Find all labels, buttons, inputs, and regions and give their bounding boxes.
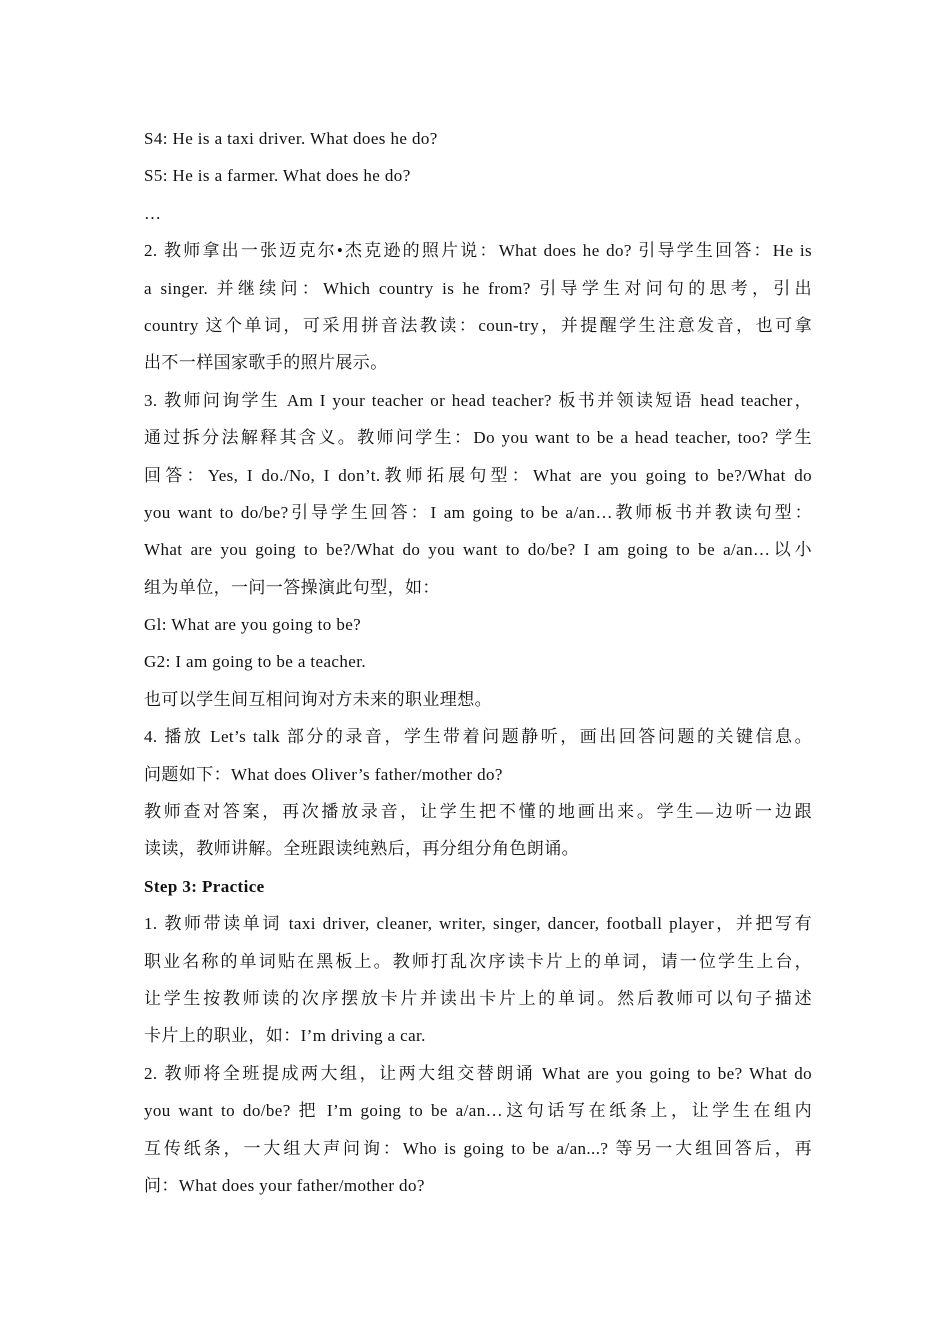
text-line: 3. 教师问询学生 Am I your teacher or head teacher? 板书并领读短语 head teacher， — [144, 390, 812, 410]
text-line: 1. 教师带读单词 taxi driver, cleaner, writer, singer, dancer, football player，并把写有 — [144, 914, 812, 934]
text-line: 也可以学生间互相问询对方未来的职业理想。 — [144, 689, 492, 709]
document-body — [144, 120, 812, 1204]
text-line: country 这个单词，可采用拼音法教读：coun-try，并提醒学生注意发音，也可拿 — [144, 315, 812, 335]
text-line: 2. 教师拿出一张迈克尔•杰克逊的照片说：What does he do? 引导学生回答：He is — [144, 241, 812, 261]
text-line: 让学生按教师读的次序摆放卡片并读出卡片上的单词。然后教师可以句子描述 — [144, 988, 812, 1008]
text-line: 问题如下：What does Oliver’s father/mother do? — [144, 764, 503, 784]
section-heading: Step 3: Practice — [144, 876, 265, 896]
text-line: 4. 播放 Let’s talk 部分的录音，学生带着问题静听，画出回答问题的关键信息。 — [144, 727, 812, 747]
text-line: 问：What does your father/mother do? — [144, 1175, 425, 1195]
text-line: 互传纸条，一大组大声问询：Who is going to be a/an...? 等另一大组回答后，再 — [144, 1138, 812, 1158]
text-line: S4: He is a taxi driver. What does he do? — [144, 129, 438, 148]
text-line: you want to do/be?引导学生回答：I am going to be a/an…教师板书并教读句型： — [144, 502, 812, 522]
text-line: 通过拆分法解释其含义。教师问学生：Do you want to be a head teacher, too? 学生 — [144, 428, 812, 448]
text-line: 教师查对答案，再次播放录音，让学生把不懂的地画出来。学生—边听一边跟 — [144, 802, 812, 822]
text-line: G2: I am going to be a teacher. — [144, 652, 366, 672]
text-line: 卡片上的职业，如：I’m driving a car. — [144, 1026, 426, 1046]
text-line: 出不一样国家歌手的照片展示。 — [144, 353, 388, 373]
text-line: a singer. 并继续问：Which country is he from? 引导学生对问句的思考，引出 — [144, 278, 812, 298]
text-line: … — [144, 203, 162, 223]
text-line: Gl: What are you going to be? — [144, 615, 362, 635]
text-line: 回答：Yes, I do./No, I don’t.教师拓展句型：What are you going to be?/What do — [144, 465, 812, 485]
text-line: 职业名称的单词贴在黑板上。教师打乱次序读卡片上的单词，请一位学生上台， — [144, 951, 812, 971]
text-line: 组为单位，一问一答操演此句型，如： — [144, 577, 440, 597]
text-line: 2. 教师将全班提成两大组，让两大组交替朗诵 What are you going to be? What do — [144, 1063, 812, 1083]
text-line: S5: He is a farmer. What does he do? — [144, 166, 411, 186]
text-line: 读读，教师讲解。全班跟读纯熟后，再分组分角色朗诵。 — [144, 839, 579, 859]
text-line: you want to do/be? 把 I’m going to be a/an…这句话写在纸条上，让学生在组内 — [144, 1101, 812, 1121]
text-line: What are you going to be?/What do you want to do/be? I am going to be a/an…以小 — [144, 540, 812, 560]
